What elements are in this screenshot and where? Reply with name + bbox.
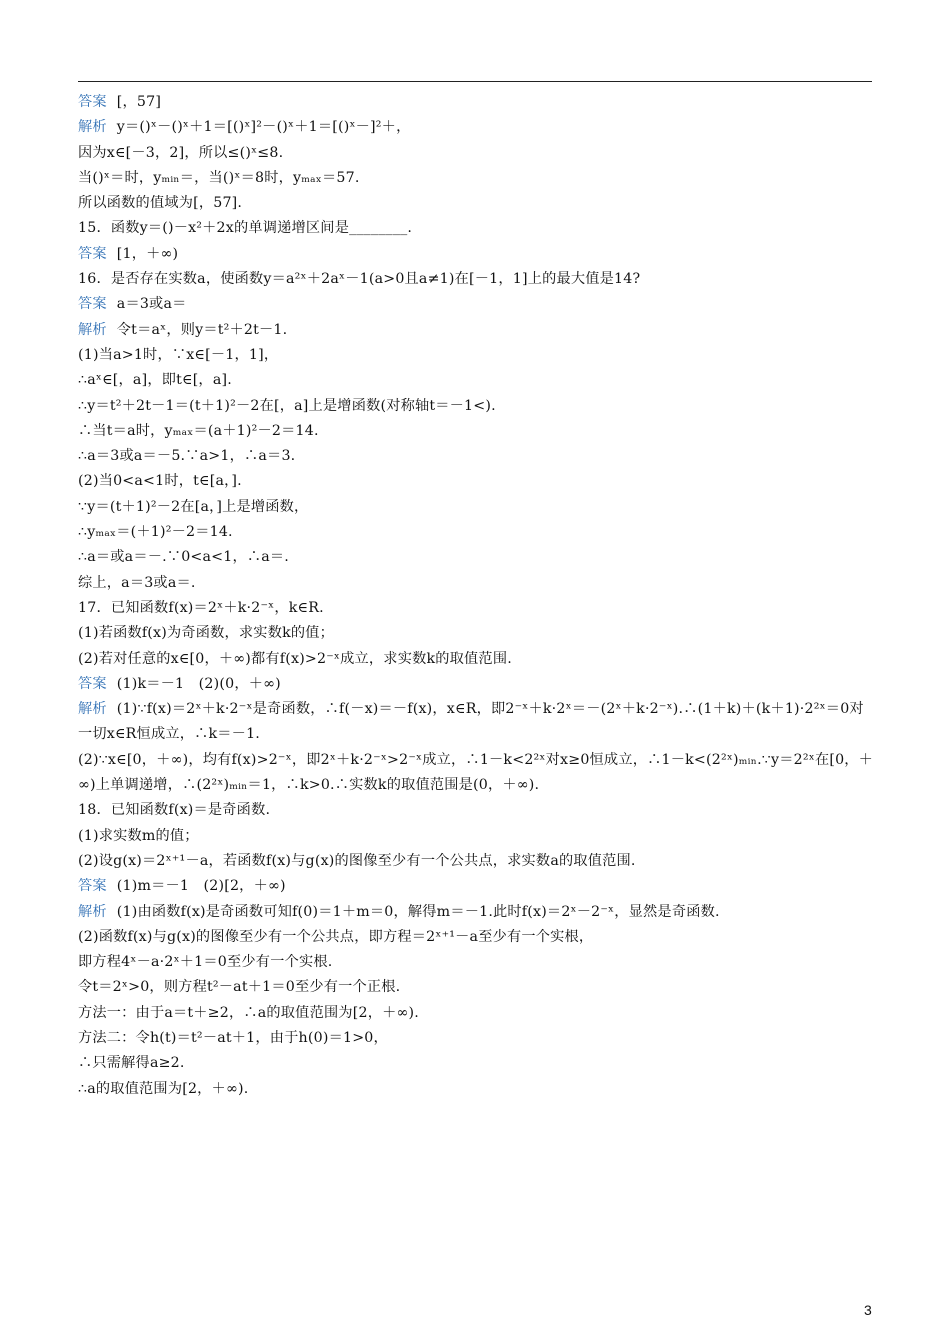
line-text: ∴a＝或a＝－.∵0<a<1，∴a＝. [78,549,290,566]
line-text: 18．已知函数f(x)＝是奇函数. [78,802,271,819]
text-line [78,419,878,444]
text-line [78,242,878,267]
text-line [78,90,878,115]
text-line [78,571,878,596]
line-text: [，57] [116,94,162,110]
text-line [78,925,878,950]
text-line [78,748,878,799]
line-text: [1，＋∞) [116,245,179,262]
text-line [78,292,878,317]
line-text: ∴当t＝a时，yₘₐₓ＝(a＋1)²－2＝14. [78,422,319,439]
line-text: (1)∵f(x)＝2ˣ＋k·2⁻ˣ是奇函数，∴f(－x)＝－f(x)，x∈R，即2⁻ˣ＋k·2ˣ＝－(2ˣ＋k·2⁻ˣ).∴(1＋k)＋(k＋1)·2²ˣ＝0对一切x∈R恒成立，∴k＝－1. [78,701,864,743]
text-line [78,495,878,520]
line-text: y＝()ˣ－()ˣ＋1＝[()ˣ]²－()ˣ＋1＝[()ˣ－]²＋， [116,119,411,136]
line-text: ∴aˣ∈[，a]，即t∈[，a]. [78,372,232,389]
text-line [78,545,878,570]
line-text: (1)k＝－1 (2)(0，＋∞) [116,675,281,692]
line-text: (1)求实数m的值； [78,827,199,844]
text-line [78,849,878,874]
answer-tag: 解析 [78,903,107,920]
text-line [78,368,878,393]
header-rule [78,81,872,82]
text-line [78,1051,878,1076]
line-text: 令t＝aˣ，则y＝t²＋2t－1. [116,321,288,338]
answer-tag: 答案 [78,675,107,692]
line-text: (2)当0<a<1时，t∈[a，]. [78,473,242,490]
text-line [78,975,878,1000]
line-text: (1)由函数f(x)是奇函数可知f(0)＝1＋m＝0，解得m＝－1.此时f(x)＝2ˣ－2⁻ˣ，显然是奇函数. [116,903,720,920]
line-text: (2)若对任意的x∈[0，＋∞)都有f(x)>2⁻ˣ成立，求实数k的取值范围. [78,650,512,667]
text-line [78,520,878,545]
text-line [78,596,878,621]
text-line [78,444,878,469]
text-line [78,469,878,494]
text-line [78,216,878,241]
answer-tag: 解析 [78,119,107,136]
answer-tag: 答案 [78,878,107,895]
line-text: ∵y＝(t＋1)²－2在[a，]上是增函数， [78,498,309,515]
line-text: 15．函数y＝()－x²＋2x的单调递增区间是________. [78,220,413,237]
line-text: 17．已知函数f(x)＝2ˣ＋k·2⁻ˣ，k∈R. [78,599,324,616]
line-text: 16．是否存在实数a，使函数y＝a²ˣ＋2aˣ－1(a>0且a≠1)在[－1，1]上的最大值是14? [78,271,641,288]
text-line [78,343,878,368]
text-line [78,191,878,216]
line-text: 方法二：令h(t)＝t²－at＋1，由于h(0)＝1>0， [78,1029,388,1046]
answer-tag: 答案 [78,296,107,313]
line-text: (2)∵x∈[0，＋∞)，均有f(x)>2⁻ˣ，即2ˣ＋k·2⁻ˣ>2⁻ˣ成立，∴1－k<2²ˣ对x≥0恒成立，∴1－k<(2²ˣ)ₘᵢₙ.∵y＝2²ˣ在[0，＋∞)上单调递增，∴(2²ˣ)ₘᵢₙ＝1，∴k>0.∴实数k的取值范围是(0，＋∞). [78,751,874,794]
text-line [78,874,878,899]
text-line [78,394,878,419]
line-text: a＝3或a＝ [116,296,187,313]
line-text: 因为x∈[－3，2]，所以≤()ˣ≤8. [78,144,284,161]
text-line [78,166,878,191]
line-text: ∴只需解得a≥2. [78,1055,185,1072]
line-text: ∴y＝t²＋2t－1＝(t＋1)²－2在[，a]上是增函数(对称轴t＝－1<). [78,397,496,414]
answer-tag: 答案 [78,94,107,110]
text-line [78,900,878,925]
answer-tag: 解析 [78,701,107,718]
text-line [78,672,878,697]
line-text: (2)设g(x)＝2ˣ⁺¹－a，若函数f(x)与g(x)的图像至少有一个公共点，求实数a的取值范围. [78,852,636,869]
answer-tag: 答案 [78,245,107,262]
text-line [78,950,878,975]
line-text: 方法一：由于a＝t＋≥2，∴a的取值范围为[2，＋∞). [78,1004,419,1021]
line-text: 所以函数的值域为[，57]. [78,195,243,212]
line-text: (2)函数f(x)与g(x)的图像至少有一个公共点，即方程＝2ˣ⁺¹－a至少有一个实根， [78,928,594,945]
line-text: 令t＝2ˣ>0，则方程t²－at＋1＝0至少有一个正根. [78,979,401,996]
line-text: 综上，a＝3或a＝. [78,574,196,591]
answer-tag: 解析 [78,321,107,338]
text-line [78,115,878,140]
text-line [78,697,878,748]
text-line [78,647,878,672]
line-text: 当()ˣ＝时，yₘᵢₙ＝，当()ˣ＝8时，yₘₐₓ＝57. [78,169,360,186]
line-text: (1)m＝－1 (2)[2，＋∞) [116,878,286,895]
page-number: 3 [864,1302,872,1318]
line-text: ∴a的取值范围为[2，＋∞). [78,1080,249,1097]
line-text: (1)当a>1时，∵x∈[－1，1]， [78,346,279,363]
text-line [78,798,878,823]
line-text: ∴yₘₐₓ＝(＋1)²－2＝14. [78,524,233,541]
line-text: (1)若函数f(x)为奇函数，求实数k的值； [78,625,335,642]
document-body [78,90,878,1102]
text-line [78,318,878,343]
text-line [78,1001,878,1026]
text-line [78,1077,878,1102]
text-line [78,824,878,849]
line-text: 即方程4ˣ－a·2ˣ＋1＝0至少有一个实根. [78,954,333,971]
text-line [78,1026,878,1051]
text-line [78,267,878,292]
text-line [78,141,878,166]
line-text: ∴a＝3或a＝－5.∵a>1，∴a＝3. [78,448,296,465]
text-line [78,621,878,646]
